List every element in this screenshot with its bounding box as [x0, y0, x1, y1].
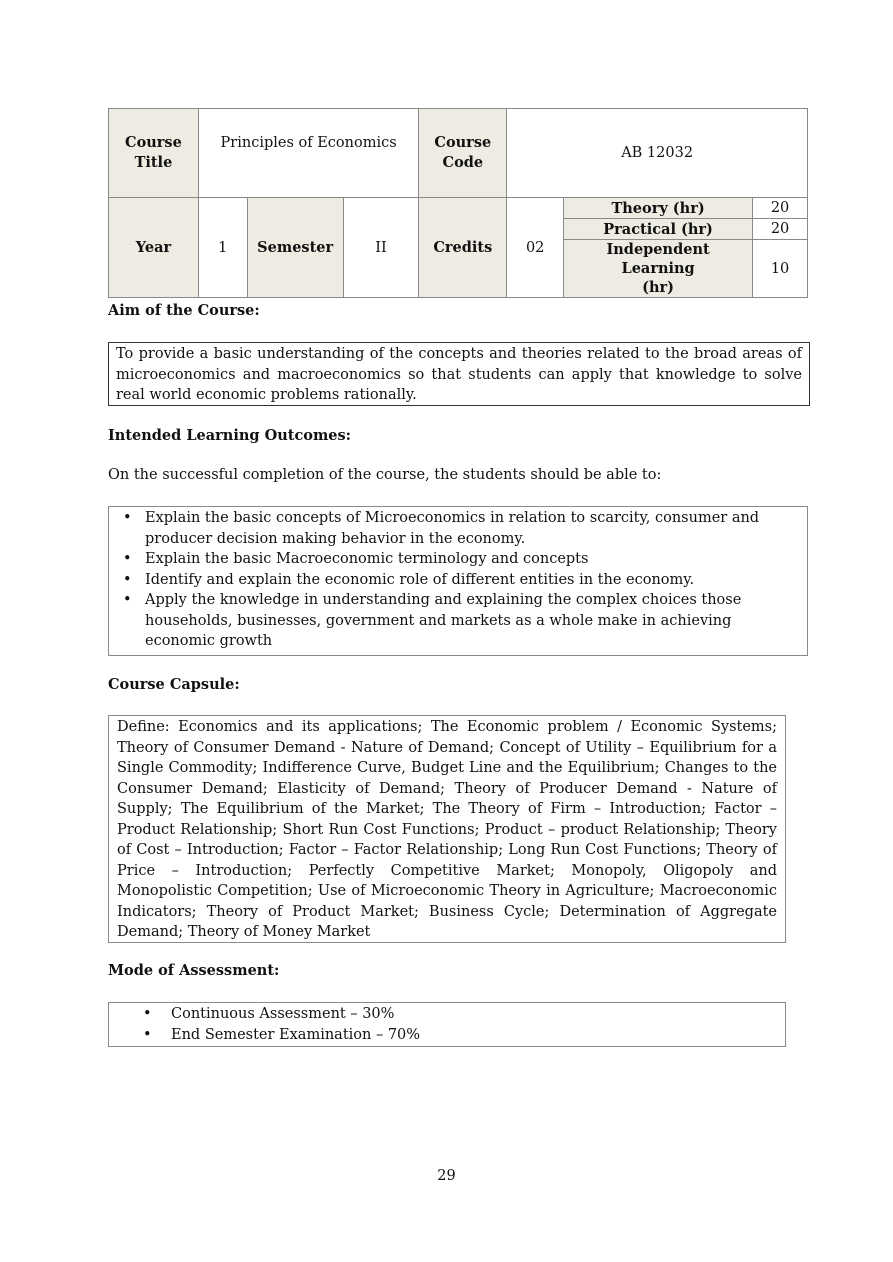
ilo-list: [123, 508, 799, 652]
course-info-table: [108, 108, 808, 298]
aim-box: [108, 342, 810, 406]
aim-heading: Aim of the Course:: [108, 302, 260, 319]
credits-value: 02: [507, 198, 564, 298]
bullet-icon: •: [123, 551, 132, 567]
ilo-intro: On the successful completion of the course, the students should be able to:: [108, 467, 662, 483]
credits-label: Credits: [419, 198, 507, 298]
capsule-box: [108, 715, 786, 943]
list-item: • End Semester Examination – 70%: [143, 1025, 777, 1046]
year-label: Year: [109, 198, 199, 298]
independent-hours-value: 10: [753, 240, 808, 298]
list-item: • Continuous Assessment – 30%: [143, 1004, 777, 1025]
independent-hours-label: Independent Learning (hr): [564, 240, 753, 298]
ilo-box: [108, 506, 808, 656]
assessment-list: [143, 1004, 777, 1045]
theory-hours-value: 20: [753, 198, 808, 219]
list-item: • Identify and explain the economic role of different entities in the economy.: [123, 570, 799, 591]
practical-hours-value: 20: [753, 219, 808, 240]
capsule-text: Define: Economics and its applications; The Economic problem / Economic Systems; Theory of Consumer Demand - Nature of Demand; Concept of Utility – Equilibrium for a Single Commodity; Indifference Curve, Budget Line and the Equilibrium; Changes to the Consumer Demand; Elasticity of Demand; Theory of Producer Demand - Nature of Supply; The Equilibrium of the Market; The Theory of Firm – Introduction; Factor – Product Relationship; Short Run Cost Functions; Product – product Relationship; Theory of Cost – Introduction; Factor – Factor Relationship; Long Run Cost Functions; Theory of Price – Introduction; Perfectly Competitive Market; Monopoly, Oligopoly and Monopolistic Competition; Use of Microeconomic Theory in Agriculture; Macroeconomic Indicators; Theory of Product Market; Business Cycle; Determination of Aggregate Demand; Theory of Money Market: [117, 719, 777, 940]
course-code-value: AB 12032: [507, 109, 808, 198]
list-item: • Explain the basic Macroeconomic terminology and concepts: [123, 549, 799, 570]
aim-text: To provide a basic understanding of the concepts and theories related to the broad areas of microeconomics and macroeconomics so that students can apply that knowledge to solve real world economic problems rationally.: [116, 346, 802, 403]
capsule-heading: Course Capsule:: [108, 676, 240, 693]
semester-label: Semester: [247, 198, 343, 298]
practical-hours-label: Practical (hr): [564, 219, 753, 240]
course-code-label: Course Code: [419, 109, 507, 198]
course-title-value: Principles of Economics: [198, 109, 419, 198]
semester-value: II: [343, 198, 419, 298]
bullet-icon: •: [123, 510, 132, 526]
ilo-heading: Intended Learning Outcomes:: [108, 427, 352, 444]
theory-hours-label: Theory (hr): [564, 198, 753, 219]
assessment-heading: Mode of Assessment:: [108, 962, 280, 979]
bullet-icon: •: [123, 592, 132, 608]
bullet-icon: •: [143, 1006, 152, 1022]
bullet-icon: •: [123, 571, 132, 588]
assessment-box: [108, 1002, 786, 1047]
list-item: • Apply the knowledge in understanding and explaining the complex choices those households, businesses, government and markets as a whole make in achieving economic growth: [123, 592, 742, 649]
bullet-icon: •: [143, 1026, 152, 1043]
page-number: 29: [437, 1168, 456, 1184]
list-item: • Explain the basic concepts of Microeconomics in relation to scarcity, consumer and producer decision making behavior in the economy.: [123, 510, 760, 547]
year-value: 1: [198, 198, 247, 298]
course-title-label: Course Title: [109, 109, 199, 198]
